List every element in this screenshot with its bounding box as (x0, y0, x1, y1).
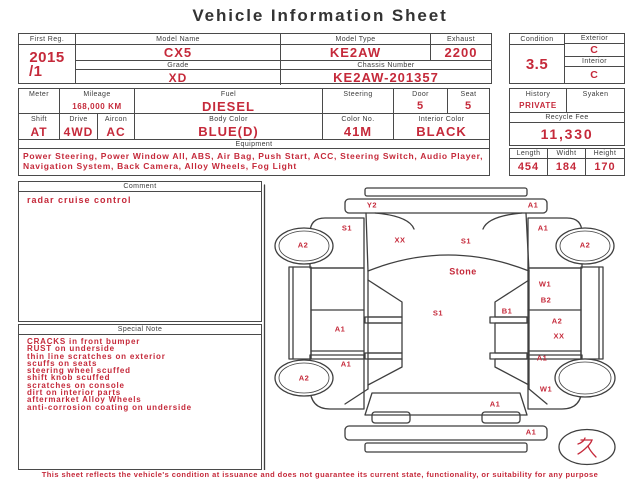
special-note-line: steering wheel scuffed (27, 366, 131, 376)
exhaust-value: 2200 (444, 45, 478, 60)
damage-code-label: A2 (551, 316, 563, 326)
damage-code-label: A1 (334, 324, 346, 334)
height-label: Height (586, 149, 624, 159)
first-reg-value: 2015 /1 (29, 49, 65, 80)
hood-left-edge (366, 213, 368, 271)
aircon-value: AC (98, 124, 135, 139)
mileage-label: Mileage (60, 89, 135, 99)
damage-code-label: XX (553, 331, 565, 341)
body-color-label: Body Color (135, 114, 323, 124)
width-cell (548, 149, 586, 175)
chassis-value: KE2AW-201357 (333, 70, 439, 85)
exterior-label: Exterior (565, 34, 624, 44)
mid-window-left (368, 323, 402, 353)
fuel-label: Fuel (135, 89, 323, 99)
damage-code-label: S1 (460, 236, 472, 246)
model-name-label: Model Name (76, 34, 280, 45)
rear-window-right (495, 359, 529, 385)
special-note-items (19, 335, 261, 469)
special-note-line: shift knob scuffed (27, 373, 111, 383)
damage-code-label: Y2 (366, 200, 378, 210)
special-note-line: aftermarket Alloy Wheels (27, 395, 142, 405)
exhaust-label: Exhaust (431, 34, 491, 45)
history-value: PRIVATE (510, 99, 567, 112)
meter-label: Meter (19, 89, 60, 99)
height-cell (586, 149, 624, 175)
chassis-label: Chassis Number (281, 61, 491, 70)
color-no-value: 41M (323, 124, 394, 139)
mid-window-right (495, 323, 529, 353)
car-damage-diagram (263, 183, 640, 470)
special-note-line: anti-corrosion coating on underside (27, 402, 192, 412)
first-reg-cell (19, 34, 76, 83)
exhaust-cell (431, 34, 491, 60)
comment-text: radar cruise control (27, 195, 132, 205)
recycle-fee-label: Recycle Fee (510, 113, 624, 123)
pillar-bar-left-1 (365, 317, 402, 323)
damage-code-label: A1 (527, 200, 539, 210)
page-title: Vehicle Information Sheet (192, 6, 448, 25)
taillight-left (372, 412, 410, 423)
special-note-line: CRACKS in front bumper (27, 337, 141, 346)
damage-code-label: Stone (449, 266, 477, 277)
interior-label: Interior (565, 57, 624, 67)
chassis-cell (281, 61, 491, 85)
damage-code-label: A2 (579, 240, 591, 250)
steering-value (323, 99, 394, 113)
identity-table (18, 33, 492, 84)
seat-value: 5 (464, 100, 473, 112)
equipment-label: Equipment (19, 140, 489, 149)
equipment-text: Power Steering, Power Window All, ABS, Air Bag, Push Start, ACC, Steering Switch, Audio Player, Navigation System, Back Camera, Alloy Wheels, Fog Light (23, 151, 484, 171)
wheel-rear-right-icon (555, 359, 615, 397)
door-panel-left (311, 268, 364, 359)
taillight-right (482, 412, 520, 423)
model-type-value: KE2AW (329, 45, 382, 60)
first-reg-label: First Reg. (19, 34, 75, 45)
shift-value: AT (19, 124, 60, 139)
door-panel-right (528, 268, 581, 359)
headlight-left (375, 213, 414, 229)
damage-code-label: B2 (540, 295, 552, 305)
special-note-box (18, 324, 262, 470)
damage-code-label: A1 (536, 353, 548, 363)
damage-code-label: S1 (341, 223, 353, 233)
syaken-value (567, 99, 624, 112)
color-no-label: Color No. (323, 114, 394, 124)
length-label: Length (510, 149, 547, 159)
mileage-value: 168,000 KM (60, 99, 135, 113)
model-name-value: CX5 (163, 45, 193, 60)
dimensions-table (509, 148, 625, 176)
damage-code-label: A1 (340, 359, 352, 369)
grade-value: XD (168, 70, 188, 85)
special-note-line: RUST on underside (27, 344, 115, 354)
seat-label: Seat (460, 90, 477, 98)
special-note-line: scratches on console (27, 380, 125, 390)
height-value: 170 (594, 161, 616, 173)
car-outline-icon (275, 188, 615, 465)
comment-box (18, 181, 262, 322)
body-color-value: BLUE(D) (135, 124, 323, 139)
fuel-value: DIESEL (135, 99, 323, 113)
drive-value: 4WD (60, 124, 98, 139)
pillar-bar-right-2 (490, 353, 527, 359)
front-window-left (368, 280, 402, 317)
model-name-cell (76, 34, 281, 60)
damage-code-label: A2 (298, 373, 310, 383)
damage-code-label: A1 (489, 399, 501, 409)
interior-color-label: Interior Color (418, 115, 465, 123)
specs-table (18, 88, 490, 176)
meter-value (19, 99, 60, 113)
length-cell (510, 149, 548, 175)
model-type-label: Model Type (281, 34, 430, 45)
missing-part-symbol (578, 438, 596, 457)
damage-code-label: A2 (297, 240, 309, 250)
width-value: 184 (555, 161, 578, 173)
recycle-fee-value: 11,330 (540, 126, 594, 142)
rear-window-left (368, 359, 402, 385)
comment-label: Comment (19, 182, 261, 192)
damage-code-label: A1 (525, 427, 537, 437)
damage-code-label: W1 (538, 279, 552, 289)
condition-label: Condition (510, 34, 564, 45)
damage-code-label: XX (394, 235, 406, 245)
headlight-right (483, 213, 522, 229)
model-type-cell (281, 34, 431, 60)
disclaimer-text: This sheet reflects the vehicle's condition at issuance and does not guarantee its current state, functionality, or suitability for any purpose (41, 470, 599, 479)
door-value: 5 (394, 99, 448, 113)
condition-score: 3.5 (525, 55, 549, 73)
rear-bumper (345, 426, 547, 440)
condition-table (509, 33, 625, 84)
pillar-bar-right-1 (490, 317, 527, 323)
exterior-grade: C (565, 44, 624, 57)
door-label: Door (394, 89, 448, 99)
special-note-line: dirt on interior parts (27, 388, 122, 398)
history-table (509, 88, 625, 146)
rocker-panel-left (289, 267, 311, 359)
condition-cell (510, 34, 565, 83)
interior-grade: C (590, 69, 599, 81)
special-note-label: Special Note (19, 325, 261, 335)
width-label: Widht (548, 149, 585, 159)
aircon-label: Aircon (98, 114, 135, 124)
grade-label: Grade (76, 61, 280, 70)
damage-code-label: W1 (539, 384, 553, 394)
syaken-label: Syaken (582, 90, 609, 98)
special-note-line: thin line scratches on exterior (27, 351, 166, 361)
rocker-panel-right (581, 267, 603, 359)
length-value: 454 (517, 161, 540, 173)
drive-label: Drive (60, 114, 98, 124)
special-note-line: scuffs on seats (27, 358, 98, 368)
rear-bottom-strip (365, 443, 527, 452)
damage-code-label: S1 (432, 308, 444, 318)
damage-code-label: B1 (501, 306, 513, 316)
shift-label: Shift (19, 114, 60, 124)
steering-label: Steering (323, 89, 394, 99)
interior-color-value: BLACK (416, 124, 467, 139)
front-top-strip (365, 188, 527, 196)
pillar-bar-left-2 (365, 353, 402, 359)
damage-code-label: A1 (537, 223, 549, 233)
history-label: History (510, 89, 567, 99)
grade-cell (76, 61, 281, 85)
